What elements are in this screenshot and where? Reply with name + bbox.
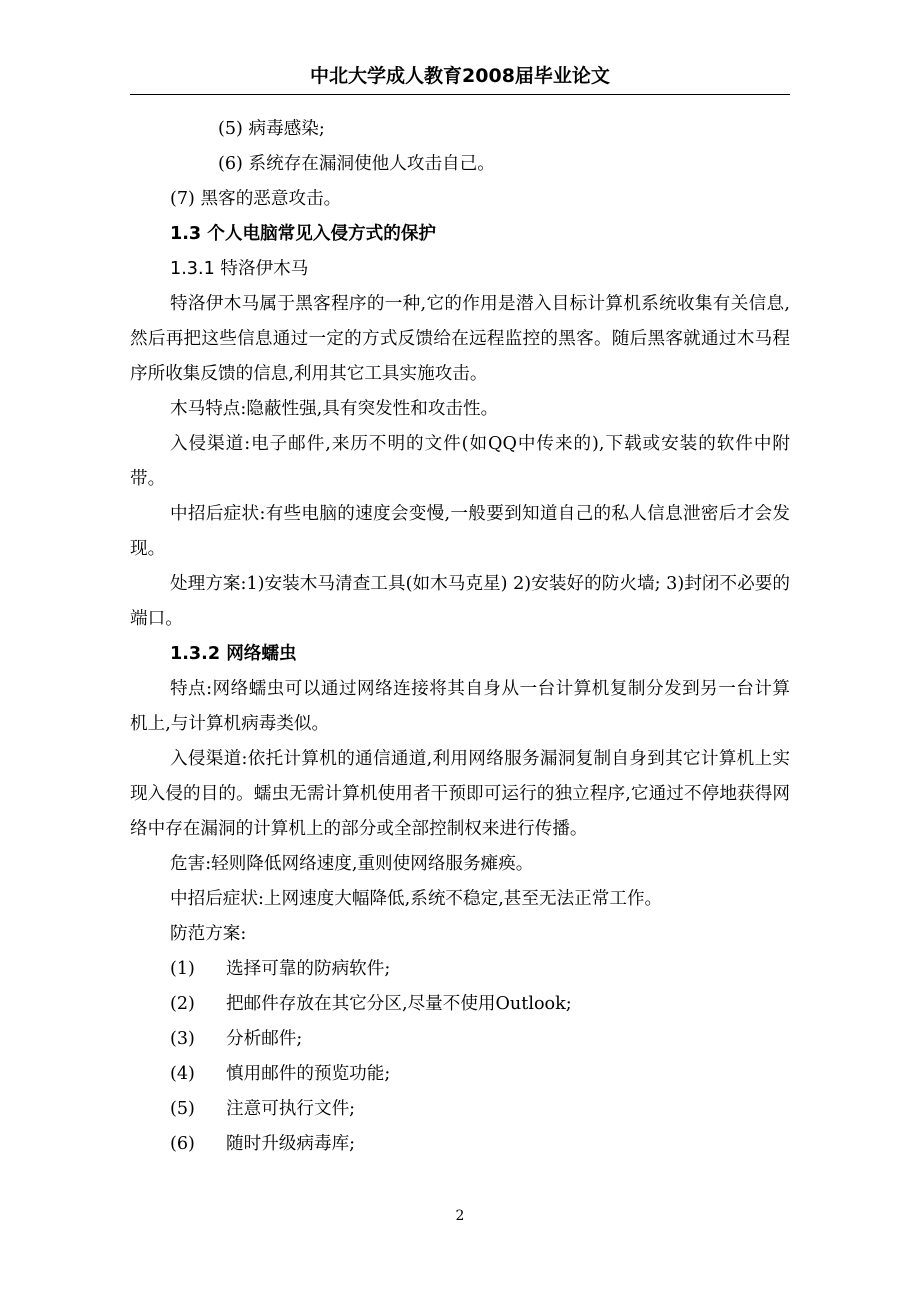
measure-item bbox=[130, 952, 790, 987]
list-item: (6) 系统存在漏洞使他人攻击自己。 bbox=[218, 154, 495, 174]
measure-number: (2) bbox=[170, 994, 195, 1014]
measure-item bbox=[130, 1022, 790, 1057]
measure-item bbox=[130, 1057, 790, 1092]
measure-number: (4) bbox=[170, 1064, 195, 1084]
measure-text: 注意可执行文件; bbox=[226, 1099, 356, 1119]
measure-text: 慎用邮件的预览功能; bbox=[226, 1064, 391, 1084]
measure-item bbox=[130, 1092, 790, 1127]
page-number: 2 bbox=[455, 1208, 465, 1224]
paragraph: 入侵渠道:依托计算机的通信通道,利用网络服务漏洞复制自身到其它计算机上实现入侵的目的。蠕虫无需计算机使用者干预即可运行的独立程序,它通过不停地获得网络中存在漏洞的计算机上的部分或全部控制权来进行传播。 bbox=[130, 749, 790, 839]
paragraph: 特洛伊木马属于黑客程序的一种,它的作用是潜入目标计算机系统收集有关信息,然后再把这些信息通过一定的方式反馈给在远程监控的黑客。随后黑客就通过木马程序所收集反馈的信息,利用其它工具实施攻击。 bbox=[130, 294, 790, 384]
paragraph: 木马特点:隐蔽性强,具有突发性和攻击性。 bbox=[170, 399, 499, 419]
page-body bbox=[130, 112, 790, 1162]
page-header: 中北大学成人教育2008届毕业论文 bbox=[130, 62, 790, 95]
section-heading: 1.3 个人电脑常见入侵方式的保护 bbox=[170, 224, 437, 244]
paragraph: 入侵渠道:电子邮件,来历不明的文件(如QQ中传来的),下载或安装的软件中附带。 bbox=[130, 434, 790, 489]
measure-text: 选择可靠的防病软件; bbox=[226, 959, 391, 979]
measure-number: (1) bbox=[170, 959, 195, 979]
list-item: (5) 病毒感染; bbox=[218, 119, 325, 139]
subsection-heading: 1.3.1 特洛伊木马 bbox=[170, 259, 309, 279]
measure-number: (6) bbox=[170, 1134, 195, 1154]
paragraph: 防范方案: bbox=[170, 924, 247, 944]
paragraph: 处理方案:1)安装木马清查工具(如木马克星) 2)安装好的防火墙; 3)封闭不必要的端口。 bbox=[130, 574, 790, 629]
paragraph: 特点:网络蠕虫可以通过网络连接将其自身从一台计算机复制分发到另一台计算机上,与计算机病毒类似。 bbox=[130, 679, 790, 734]
measure-item bbox=[130, 1127, 790, 1162]
list-item: (7) 黑客的恶意攻击。 bbox=[170, 189, 342, 209]
paragraph: 中招后症状:上网速度大幅降低,系统不稳定,甚至无法正常工作。 bbox=[170, 889, 663, 909]
measure-number: (3) bbox=[170, 1029, 195, 1049]
paragraph: 中招后症状:有些电脑的速度会变慢,一般要到知道自己的私人信息泄密后才会发现。 bbox=[130, 504, 790, 559]
measure-text: 分析邮件; bbox=[226, 1029, 303, 1049]
paragraph: 危害:轻则降低网络速度,重则使网络服务瘫痪。 bbox=[170, 854, 534, 874]
subsection-heading: 1.3.2 网络蠕虫 bbox=[170, 644, 297, 664]
measure-text: 把邮件存放在其它分区,尽量不使用Outlook; bbox=[226, 994, 572, 1014]
measure-number: (5) bbox=[170, 1099, 195, 1119]
measure-item bbox=[130, 987, 790, 1022]
measure-text: 随时升级病毒库; bbox=[226, 1134, 356, 1154]
